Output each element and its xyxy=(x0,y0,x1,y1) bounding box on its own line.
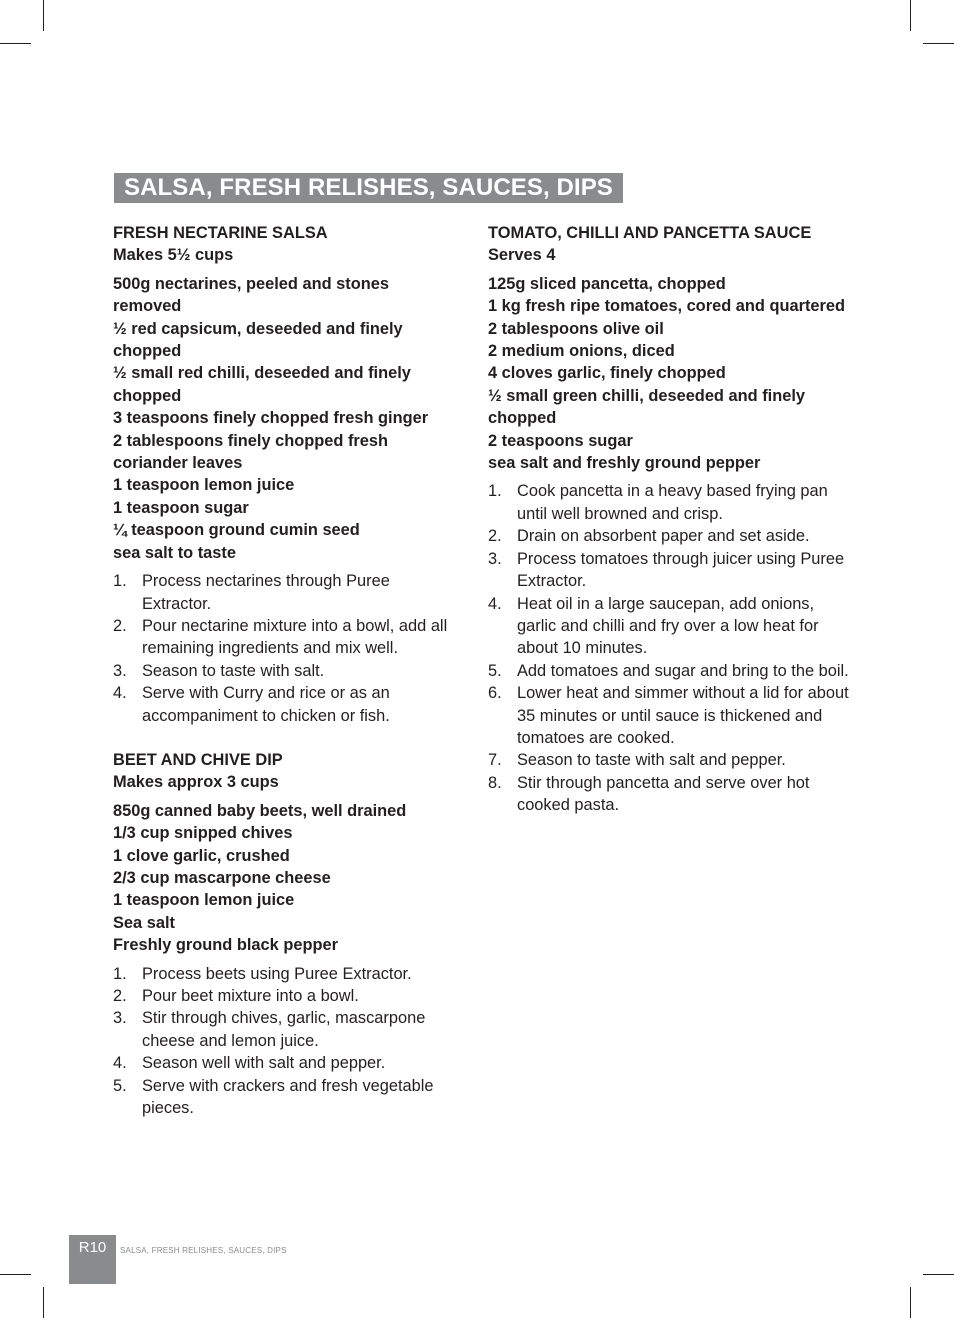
crop-mark xyxy=(910,0,911,31)
ingredient-item: sea salt to taste xyxy=(113,543,236,562)
ingredient-item: Freshly ground black pepper xyxy=(113,936,338,955)
crop-mark xyxy=(43,1287,44,1318)
recipe-yield: Serves 4 xyxy=(488,246,556,265)
ingredient-item: 2/3 cup mascarpone cheese xyxy=(113,868,331,887)
ingredient-item: ¼ teaspoon ground cumin seed xyxy=(113,521,360,540)
right-column xyxy=(488,222,850,817)
method-step: 4. Serve with Curry and rice or as an accompaniment to chicken or fish. xyxy=(113,684,390,725)
ingredient-list xyxy=(488,273,850,475)
recipe-yield: Makes 5½ cups xyxy=(113,246,234,265)
method-step: 2. Pour nectarine mixture into a bowl, add all remaining ingredients and mix well. xyxy=(113,616,448,658)
ingredient-item: 3 teaspoons finely chopped fresh ginger xyxy=(113,409,429,428)
method-steps xyxy=(113,963,458,1120)
method-step: 1. Cook pancetta in a heavy based frying pan until well browned and crisp. xyxy=(488,482,828,523)
ingredient-item: 1 teaspoon sugar xyxy=(113,498,249,517)
method-step: 1. Process nectarines through Puree Extractor. xyxy=(113,572,390,613)
crop-mark xyxy=(0,43,31,44)
ingredient-item: 125g sliced pancetta, chopped xyxy=(488,274,726,293)
ingredient-item: sea salt and freshly ground pepper xyxy=(488,454,761,473)
ingredient-item: 1 teaspoon lemon juice xyxy=(113,891,295,910)
crop-mark xyxy=(923,43,954,44)
ingredient-item: 2 medium onions, diced xyxy=(488,342,675,361)
crop-mark xyxy=(923,1274,954,1275)
ingredient-item: 1 kg fresh ripe tomatoes, cored and quartered xyxy=(488,297,846,316)
recipe-yield: Makes approx 3 cups xyxy=(113,773,279,792)
method-steps xyxy=(488,480,850,816)
recipe-tomato-chilli-pancetta-sauce xyxy=(488,222,850,817)
method-step: 2. Drain on absorbent paper and set aside. xyxy=(488,527,810,546)
method-step: 3. Stir through chives, garlic, mascarpone cheese and lemon juice. xyxy=(113,1009,426,1050)
method-step: 7. Season to taste with salt and pepper. xyxy=(488,751,786,770)
footer-section-label: SALSA, FRESH RELISHES, SAUCES, DIPS xyxy=(120,1246,287,1255)
ingredient-item: 1 clove garlic, crushed xyxy=(113,846,290,865)
ingredient-list xyxy=(113,273,458,564)
method-step: 1. Process beets using Puree Extractor. xyxy=(113,964,412,983)
ingredient-item: 2 tablespoons finely chopped fresh coriander leaves xyxy=(113,431,389,473)
ingredient-list xyxy=(113,800,458,957)
ingredient-item: 850g canned baby beets, well drained xyxy=(113,801,407,820)
section-title-banner: SALSA, FRESH RELISHES, SAUCES, DIPS xyxy=(114,173,623,203)
method-step: 2. Pour beet mixture into a bowl. xyxy=(113,987,359,1005)
method-step: 5. Add tomatoes and sugar and bring to the boil. xyxy=(488,661,849,680)
method-step: 4. Season well with salt and pepper. xyxy=(113,1054,386,1073)
method-step: 4. Heat oil in a large saucepan, add onions, garlic and chilli and fry over a low heat for about 10 minutes. xyxy=(488,594,819,658)
ingredient-item: 4 cloves garlic, finely chopped xyxy=(488,364,726,383)
ingredient-item: Sea salt xyxy=(113,913,175,932)
crop-mark xyxy=(0,1274,31,1275)
recipe-title: TOMATO, CHILLI AND PANCETTA SAUCE xyxy=(488,224,812,242)
recipe-title: BEET AND CHIVE DIP xyxy=(113,750,283,769)
recipe-title: FRESH NECTARINE SALSA xyxy=(113,224,328,242)
method-step: 8. Stir through pancetta and serve over hot cooked pasta. xyxy=(488,773,810,815)
crop-mark xyxy=(910,1287,911,1318)
recipe-beet-and-chive-dip xyxy=(113,749,458,1120)
ingredient-item: 500g nectarines, peeled and stones removed xyxy=(113,274,390,316)
recipe-fresh-nectarine-salsa xyxy=(113,222,458,727)
method-step: 3. Season to taste with salt. xyxy=(113,661,325,680)
ingredient-item: 1/3 cup snipped chives xyxy=(113,824,293,843)
crop-mark xyxy=(43,0,44,31)
ingredient-item: 2 teaspoons sugar xyxy=(488,431,633,450)
ingredient-item: 1 teaspoon lemon juice xyxy=(113,476,295,495)
left-column xyxy=(113,222,458,1119)
ingredient-item: ½ small red chilli, deseeded and finely chopped xyxy=(113,364,411,405)
ingredient-item: ½ red capsicum, deseeded and finely chopped xyxy=(113,319,403,361)
method-step: 3. Process tomatoes through juicer using Puree Extractor. xyxy=(488,549,845,591)
ingredient-item: ½ small green chilli, deseeded and finely chopped xyxy=(488,386,806,428)
method-step: 6. Lower heat and simmer without a lid for about 35 minutes or until sauce is thickened and tomatoes are cooked. xyxy=(488,684,849,747)
ingredient-item: 2 tablespoons olive oil xyxy=(488,319,664,338)
method-steps xyxy=(113,570,458,727)
page-number: R10 xyxy=(69,1235,116,1284)
method-step: 5. Serve with crackers and fresh vegetable pieces. xyxy=(113,1076,434,1118)
